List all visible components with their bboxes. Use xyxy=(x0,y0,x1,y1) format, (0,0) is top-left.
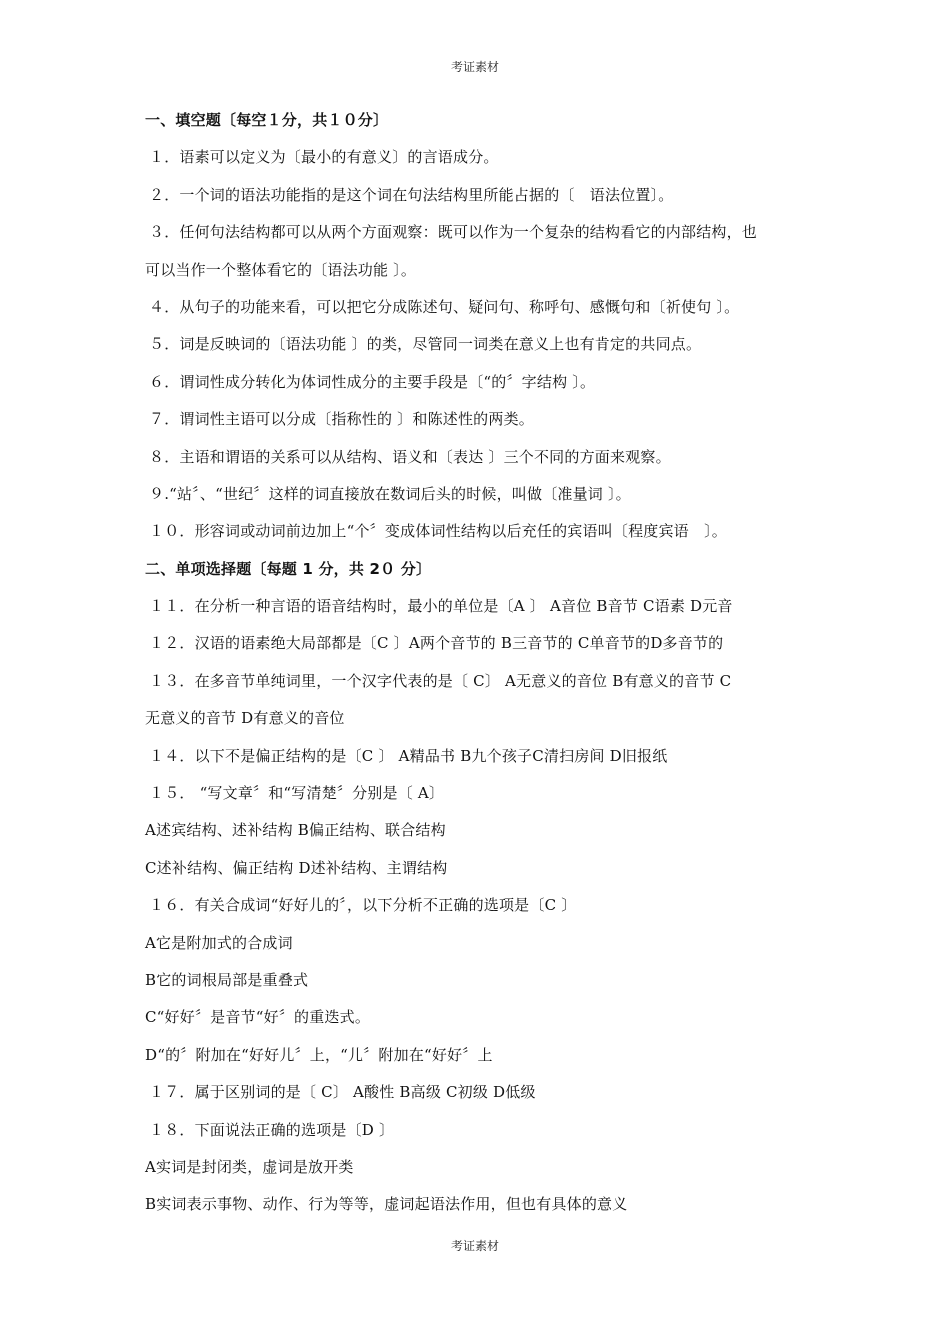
question-line: ２．一个词的语法功能指的是这个词在句法结构里所能占据的〔 语法位置〕。 xyxy=(149,185,674,204)
question-line: １４．以下不是偏正结构的是〔C 〕 A精品书 B九个孩子C清扫房间 D旧报纸 xyxy=(149,746,668,765)
text-line: A它是附加式的合成词 xyxy=(145,933,293,952)
section-heading: 二、单项选择题〔每题 1 分，共 2０ 分〕 xyxy=(145,559,432,578)
section-heading: 一、填空题〔每空１分，共１０分〕 xyxy=(145,111,389,129)
document-body xyxy=(145,108,815,1230)
question-line: １２．汉语的语素绝大局部都是〔C 〕A两个音节的 B三音节的 C单音节的D多音节的 xyxy=(149,634,724,653)
question-line: ９.“站〞、“世纪〞这样的词直接放在数词后头的时候，叫做〔准量词 〕。 xyxy=(149,484,631,503)
question-line: ８．主语和谓语的关系可以从结构、语义和〔表达 〕三个不同的方面来观察。 xyxy=(149,447,671,466)
text-line: C述补结构、偏正结构 D述补结构、主谓结构 xyxy=(145,858,448,877)
text-line: C“好好〞是音节“好〞的重迭式。 xyxy=(145,1008,371,1027)
question-line: ６．谓词性成分转化为体词性成分的主要手段是〔“的〞字结构 〕。 xyxy=(149,372,596,391)
page-header: 考证素材 xyxy=(450,60,499,74)
page-footer: 考证素材 xyxy=(450,1239,499,1253)
text-line: 无意义的音节 D有意义的音位 xyxy=(145,709,345,728)
question-line: ７．谓词性主语可以分成〔指称性的 〕和陈述性的两类。 xyxy=(149,410,534,429)
text-line: D“的〞附加在“好好儿〞上，“儿〞附加在“好好〞上 xyxy=(145,1045,493,1064)
question-line: １７．属于区别词的是〔 C〕 A酸性 B高级 C初级 D低级 xyxy=(149,1083,536,1102)
question-line: ４．从句子的功能来看，可以把它分成陈述句、疑问句、称呼句、感慨句和〔祈使句 〕。 xyxy=(149,297,740,316)
question-line: １５． “写文章〞和“写清楚〞分别是〔 A〕 xyxy=(149,784,445,803)
question-line: １．语素可以定义为〔最小的有意义〕的言语成分。 xyxy=(149,148,499,167)
question-line: ５．词是反映词的〔语法功能 〕的类，尽管同一词类在意义上也有肯定的共同点。 xyxy=(149,335,702,354)
text-line: B实词表示事物、动作、行为等等，虚词起语法作用，但也有具体的意义 xyxy=(145,1195,628,1214)
question-line: １３．在多音节单纯词里，一个汉字代表的是〔 C〕 A无意义的音位 B有意义的音节 C xyxy=(149,671,732,690)
question-line: １８．下面说法正确的选项是〔D 〕 xyxy=(149,1120,395,1139)
question-line: １１．在分析一种言语的语音结构时，最小的单位是〔A 〕 A音位 B音节 C语素 D元音 xyxy=(149,597,733,616)
text-line: 可以当作一个整体看它的〔语法功能 〕。 xyxy=(145,260,417,279)
text-line: A实词是封闭类，虚词是放开类 xyxy=(145,1157,354,1176)
question-line: １６．有关合成词“好好儿的〞，以下分析不正确的选项是〔C 〕 xyxy=(149,896,577,915)
text-line: A述宾结构、述补结构 B偏正结构、联合结构 xyxy=(145,821,446,840)
question-line: １０．形容词或动词前边加上“个〞变成体词性结构以后充任的宾语叫〔程度宾语 〕。 xyxy=(149,522,727,541)
text-line: B它的词根局部是重叠式 xyxy=(145,970,309,989)
question-line: ３．任何句法结构都可以从两个方面观察：既可以作为一个复杂的结构看它的内部结构，也 xyxy=(149,223,758,242)
